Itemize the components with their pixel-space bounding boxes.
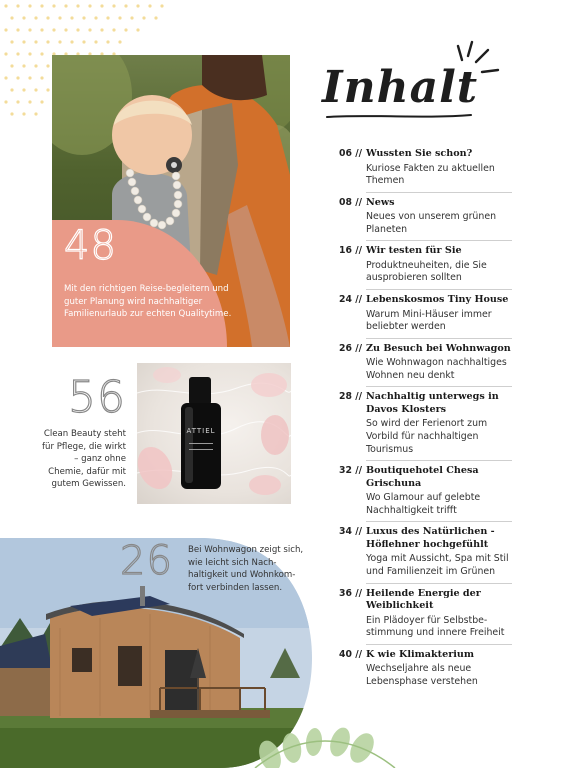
decorative-dot (94, 40, 97, 43)
decorative-dot (82, 40, 85, 43)
decorative-dot (4, 52, 7, 55)
toc-divider (366, 521, 512, 522)
decorative-dot (34, 112, 37, 115)
title-underline (325, 112, 473, 120)
decorative-dot (76, 28, 79, 31)
toc-entry[interactable] (322, 465, 512, 517)
feature-text-26: Bei Wohnwagon zeigt sich, wie leicht sich Nach-haltigkeit und Wohnkom-fort verbinden lassen. (188, 545, 304, 593)
decorative-dot (46, 64, 49, 67)
decorative-dot (22, 16, 25, 19)
toc-page-number: 32 // (339, 465, 362, 477)
decorative-dot (22, 112, 25, 115)
toc-entry[interactable] (322, 294, 512, 334)
decorative-dot (46, 40, 49, 43)
decorative-dot (40, 100, 43, 103)
toc-page-number: 36 // (339, 587, 362, 599)
decorative-dot (28, 100, 31, 103)
product-brand-label: ATTIEL (186, 427, 216, 435)
decorative-dot (16, 100, 19, 103)
toc-divider (366, 240, 512, 241)
decorative-dot (112, 28, 115, 31)
decorative-dot (106, 16, 109, 19)
toc-page-number: 28 // (339, 391, 362, 403)
decorative-dot (4, 100, 7, 103)
decorative-dot (154, 16, 157, 19)
decorative-dot (106, 40, 109, 43)
decorative-dot (58, 16, 61, 19)
decorative-dot (136, 4, 139, 7)
toc-description: Yoga mit Aussicht, Spa mit Stil und Familienzeit im Grünen (366, 553, 509, 577)
decorative-dot (40, 52, 43, 55)
decorative-dot (52, 4, 55, 7)
decorative-dot (16, 28, 19, 31)
feature-number-48: 48 (64, 223, 117, 269)
decorative-dot (28, 52, 31, 55)
page-title: Inhalt (322, 62, 479, 113)
toc-entry[interactable] (322, 197, 512, 237)
leaf-decoration (250, 712, 400, 768)
decorative-dot (64, 28, 67, 31)
decorative-dot (58, 40, 61, 43)
feature-text-56: Clean Beauty steht für Pflege, die wirkt – ganz ohne Chemie, dafür mit gutem Gewissen. (42, 429, 126, 490)
toc-title: Zu Besuch bei Wohnwagon (366, 342, 511, 354)
decorative-dot (40, 28, 43, 31)
decorative-dot (4, 4, 7, 7)
toc-entry[interactable] (322, 343, 512, 383)
decorative-dot (118, 40, 121, 43)
toc-divider (366, 583, 512, 584)
toc-page-number: 24 // (339, 294, 362, 306)
toc-divider (366, 460, 512, 461)
toc-entry[interactable] (322, 588, 512, 640)
toc-entry[interactable] (322, 391, 512, 456)
photo-clean-beauty (137, 363, 291, 504)
feature-text-48: Mit den richtigen Reise-begleitern und guter Planung wird nachhaltiger Familienurlaub zur echten Qualitytime. (64, 284, 232, 319)
decorative-dot (10, 16, 13, 19)
feature-number-56: 56 (68, 372, 126, 423)
decorative-dot (28, 76, 31, 79)
decorative-dot (136, 28, 139, 31)
toc-page-number: 08 // (339, 196, 362, 208)
decorative-dot (52, 28, 55, 31)
decorative-dot (100, 4, 103, 7)
decorative-dot (28, 28, 31, 31)
toc-description: Neues von unserem grünen Planeten (366, 211, 497, 235)
decorative-dot (16, 4, 19, 7)
decorative-dot (100, 28, 103, 31)
decorative-dot (70, 16, 73, 19)
decorative-dot (16, 52, 19, 55)
decorative-dot (124, 28, 127, 31)
decorative-dot (148, 4, 151, 7)
decorative-dot (118, 16, 121, 19)
decorative-dot (64, 4, 67, 7)
decorative-dot (46, 16, 49, 19)
decorative-dot (94, 16, 97, 19)
toc-description: Wo Glamour auf gelebte Nachhaltigkeit trifft (366, 492, 481, 516)
toc-divider (366, 644, 512, 645)
toc-description: Wechseljahre als neue Lebensphase verstehen (366, 663, 478, 687)
decorative-dot (160, 4, 163, 7)
toc-entry[interactable] (322, 649, 512, 689)
toc-description: So wird der Ferienort zum Vorbild für nachhaltigen Tourismus (366, 418, 488, 455)
decorative-dot (4, 28, 7, 31)
decorative-dot (34, 64, 37, 67)
toc-title: Wir testen für Sie (366, 245, 462, 257)
toc-page-number: 16 // (339, 245, 362, 257)
decorative-dot (16, 76, 19, 79)
toc-title: Boutiquehotel Chesa Grischuna (366, 465, 479, 489)
toc-divider (366, 386, 512, 387)
toc-divider (366, 338, 512, 339)
toc-description: Wie Wohnwagon nachhaltiges Wohnen neu denkt (366, 357, 507, 381)
decorative-dot (130, 16, 133, 19)
toc-description: Ein Plädoyer für Selbstbe-stimmung und innere Freiheit (366, 614, 505, 639)
decorative-dot (34, 16, 37, 19)
toc-title: Heilende Energie der Weiblichkeit (366, 587, 481, 612)
decorative-dot (22, 40, 25, 43)
decorative-dot (34, 88, 37, 91)
decorative-dot (82, 16, 85, 19)
toc-divider (366, 289, 512, 290)
toc-description: Warum Mini-Häuser immer beliebter werden (366, 308, 492, 333)
toc-page-number: 06 // (339, 148, 362, 159)
decorative-dot (124, 4, 127, 7)
decorative-dot (22, 64, 25, 67)
decorative-dot (10, 88, 13, 91)
toc-entry[interactable] (322, 148, 512, 188)
decorative-dot (40, 76, 43, 79)
decorative-dot (112, 4, 115, 7)
decorative-dot (28, 4, 31, 7)
decorative-dot (46, 88, 49, 91)
toc-description: Produktneuheiten, die Sie ausprobieren sollten (366, 259, 487, 284)
toc-page-number: 34 // (339, 526, 362, 538)
decorative-dot (4, 76, 7, 79)
table-of-contents (322, 148, 512, 697)
photo-family-travel (52, 55, 290, 347)
toc-title: Wussten Sie schon? (366, 148, 473, 159)
serum-bottle-illustration (137, 363, 291, 504)
toc-page-number: 40 // (339, 648, 362, 660)
decorative-dot (88, 4, 91, 7)
toc-divider (366, 192, 512, 193)
decorative-dot (76, 4, 79, 7)
feature-number-26: 26 (120, 538, 173, 584)
decorative-dot (40, 4, 43, 7)
decorative-dot (70, 40, 73, 43)
decorative-dot (88, 28, 91, 31)
decorative-dot (10, 40, 13, 43)
toc-title: Nachhaltig unterwegs in Davos Klosters (366, 391, 499, 415)
toc-entry[interactable] (322, 526, 512, 578)
decorative-dot (22, 88, 25, 91)
decorative-dot (10, 112, 13, 115)
sparkle-icon (452, 40, 502, 84)
toc-description: Kuriose Fakten zu aktuellen Themen (366, 162, 495, 187)
toc-page-number: 26 // (339, 342, 362, 354)
toc-title: Luxus des Natürlichen - Höflehner hochgefühlt (366, 526, 495, 550)
toc-title: News (366, 196, 395, 208)
toc-entry[interactable] (322, 245, 512, 285)
decorative-dot (34, 40, 37, 43)
toc-title: K wie Klimakterium (366, 648, 475, 660)
toc-title: Lebenskosmos Tiny House (366, 294, 509, 306)
decorative-dot (10, 64, 13, 67)
decorative-dot (142, 16, 145, 19)
